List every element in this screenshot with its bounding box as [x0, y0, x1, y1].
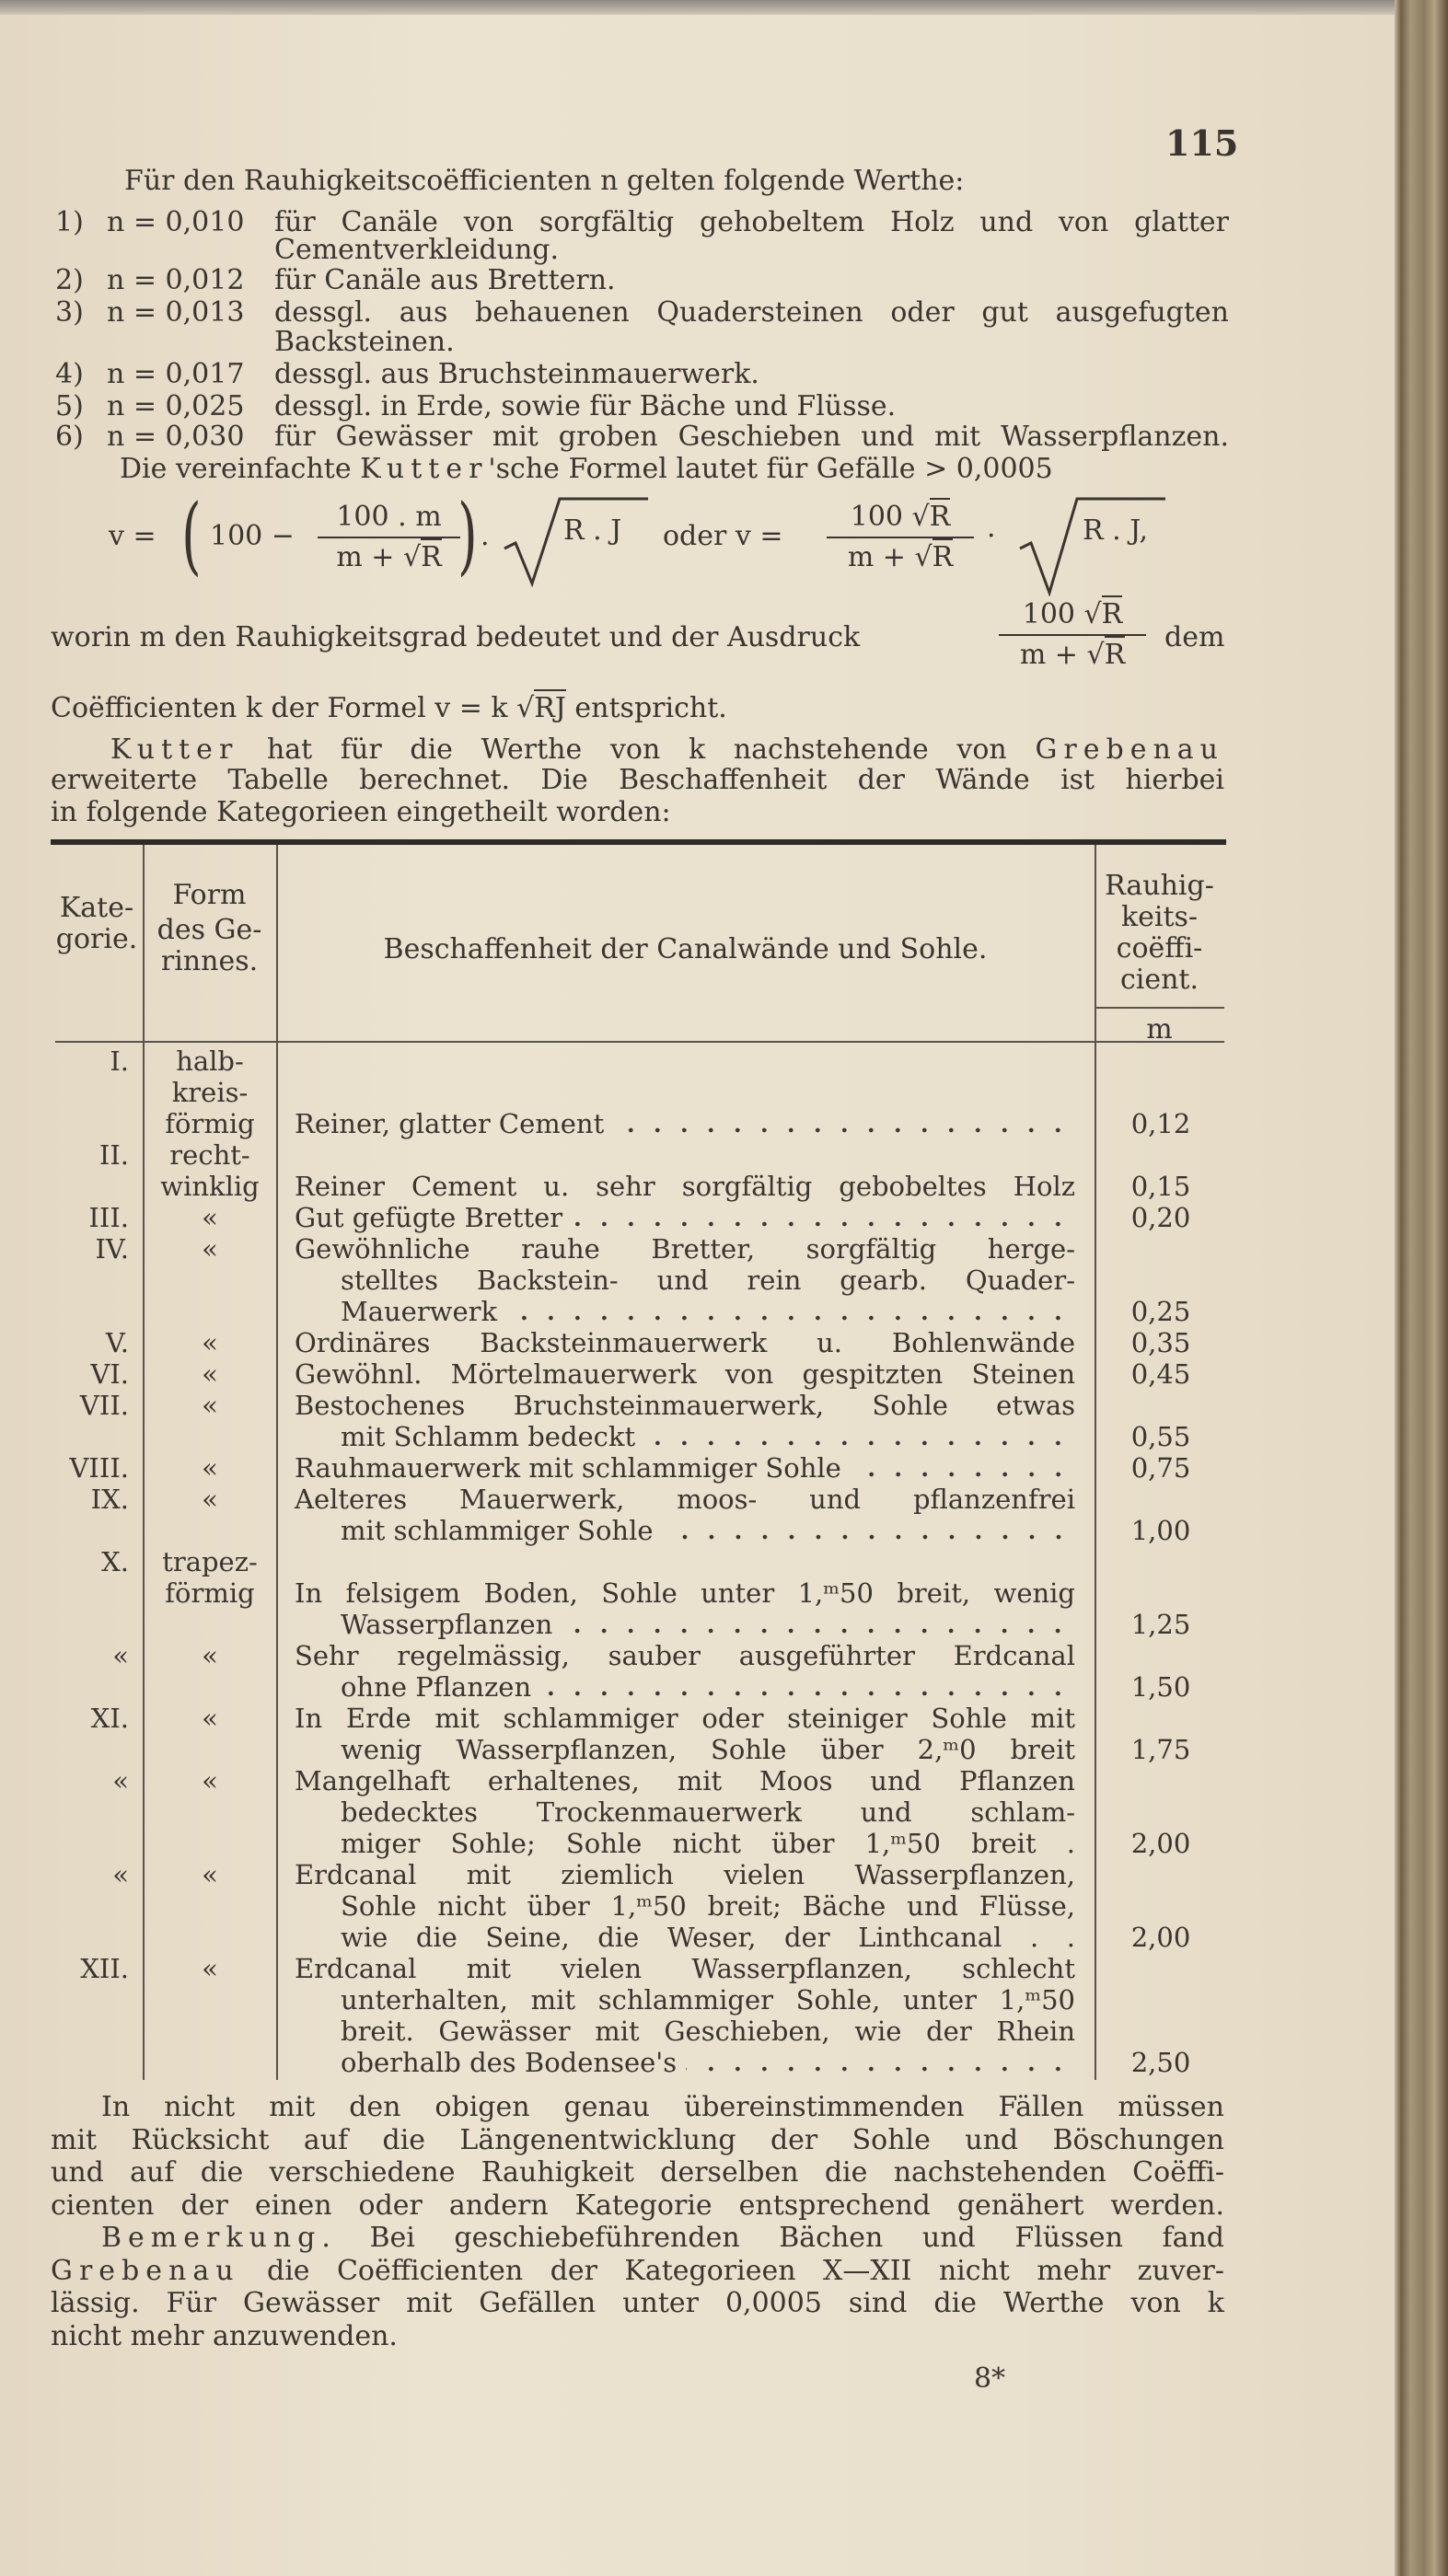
header-text: Form — [172, 879, 247, 911]
description-cell — [341, 1515, 1075, 1546]
formula-oder: oder v = — [663, 520, 783, 552]
unit-rule — [1095, 1007, 1224, 1009]
footer-line — [51, 2125, 1224, 2156]
description-cell — [341, 2016, 1075, 2047]
list-number: 3) — [55, 296, 84, 329]
description-text: miger Sohle; Sohle nicht über 1,ᵐ50 breit . — [341, 1828, 1075, 1859]
description-cell — [341, 1734, 1075, 1765]
category-cell: « — [112, 1765, 129, 1796]
num-text: 100 √ — [1022, 598, 1102, 630]
author-name-kutter: Kutter — [360, 453, 489, 485]
radicand: R — [1102, 595, 1123, 630]
category-cell: « — [112, 1640, 129, 1671]
table-row — [0, 1358, 1448, 1390]
footer-text: cienten der einen oder andern Kategorie entsprechend genähert werden. — [51, 2189, 1224, 2222]
description-cell — [295, 1859, 1075, 1890]
description-text: ohne Pflanzen — [341, 1671, 532, 1703]
fraction-denominator — [318, 542, 460, 573]
description-text: bedecktes Trockenmauerwerk und schlam- — [341, 1796, 1075, 1828]
radicand: R — [1105, 636, 1126, 671]
form-cell: « — [202, 1327, 218, 1358]
coefficient-value: 0,75 — [1130, 1452, 1191, 1484]
coefficient-value: 0,12 — [1130, 1108, 1191, 1139]
list-text: dessgl. aus Bruchsteinmauerwerk. — [274, 358, 759, 390]
footer-line — [51, 2256, 1224, 2287]
list-number: 6) — [55, 421, 84, 453]
list-text: für Canäle von sorgfältig gehobeltem Holz und von glatter — [274, 206, 1229, 238]
author-name: Kutter — [110, 734, 239, 766]
dot-leader — [506, 1296, 1075, 1327]
kutter-paragraph-line — [110, 734, 1224, 766]
dot-leader — [540, 1671, 1075, 1703]
author-name: Grebenau — [1035, 734, 1224, 766]
spaced-word: Bemerkung — [101, 2222, 322, 2254]
coefficient-value: 1,25 — [1130, 1609, 1191, 1640]
table-row — [0, 1421, 1448, 1452]
table-row — [0, 1327, 1448, 1358]
table-row — [0, 1953, 1448, 1984]
fraction-1 — [318, 502, 460, 573]
coefficient-value: 1,00 — [1130, 1515, 1191, 1546]
form-cell: halb- — [176, 1045, 244, 1077]
description-text: wenig Wasserpflanzen, Sohle über 2,ᵐ0 breit — [341, 1734, 1075, 1765]
table-row — [0, 1640, 1448, 1671]
header-text: Rauhig- — [1105, 870, 1214, 902]
header-text: keits- — [1120, 901, 1199, 933]
footer-text: und auf die verschiedene Rauhigkeit derselben die nachstehenden Coëffi- — [51, 2156, 1224, 2189]
description-text: Wasserpflanzen — [341, 1609, 553, 1640]
spaced-word: Grebenau — [51, 2254, 240, 2287]
list-number: 1) — [55, 206, 84, 238]
coefficient-value: 0,35 — [1130, 1327, 1191, 1358]
category-cell: IV. — [95, 1233, 129, 1265]
header-category — [51, 893, 143, 955]
description-cell — [341, 1609, 1075, 1640]
footer-line — [51, 2288, 1224, 2319]
den-text: m + √ — [1019, 639, 1105, 671]
footer-line — [51, 2190, 1224, 2222]
table-row — [0, 1515, 1448, 1546]
description-text: Erdcanal mit ziemlich vielen Wasserpflanzen, — [295, 1859, 1075, 1890]
formula-term: 100 − — [210, 520, 295, 552]
dot-leader — [613, 1108, 1075, 1139]
table-row — [0, 1546, 1448, 1577]
list-equation: n = 0,017 — [107, 358, 245, 390]
footer-line — [101, 2092, 1224, 2123]
table-row — [0, 1390, 1448, 1421]
intro-heading: Für den Rauhigkeitscoëfficienten n gelten folgende Werthe: — [124, 165, 965, 197]
table-row — [0, 1139, 1448, 1171]
fraction-3 — [999, 599, 1146, 671]
formula-dot: . — [481, 520, 490, 552]
form-cell: förmig — [165, 1577, 255, 1609]
header-description: Beschaffenheit der Canalwände und Sohle. — [383, 933, 988, 965]
category-cell: XII. — [80, 1953, 129, 1984]
num-text: 100 √ — [850, 501, 930, 533]
kutter-paragraph-line: in folgende Kategorieen eingetheilt worden: — [51, 796, 671, 828]
header-coefficient — [1095, 871, 1224, 996]
kutter-paragraph-line: erweiterte Tabelle berechnet. Die Beschaffenheit der Wände ist hierbei — [51, 764, 1224, 796]
description-text: Bestochenes Bruchsteinmauerwerk, Sohle etwas — [295, 1390, 1075, 1421]
footer-text: nicht mehr anzuwenden. — [51, 2319, 398, 2352]
fraction-numerator — [827, 502, 974, 533]
footer-line — [51, 2321, 1224, 2352]
scan-top-edge — [0, 0, 1448, 15]
table-row — [0, 1108, 1448, 1139]
description-text: breit. Gewässer mit Geschieben, wie der Rhein — [341, 2016, 1075, 2047]
description-cell — [295, 1390, 1075, 1421]
description-text: Erdcanal mit vielen Wasserpflanzen, schlecht — [295, 1953, 1075, 1984]
description-text: Rauhmauerwerk mit schlammiger Sohle — [295, 1452, 841, 1484]
category-cell: « — [112, 1859, 129, 1890]
coefficient-value: 2,50 — [1130, 2047, 1191, 2078]
form-cell: recht- — [169, 1139, 250, 1171]
table-row — [0, 1765, 1448, 1796]
description-text: wie die Seine, die Weser, der Linthcanal . . — [341, 1922, 1075, 1953]
description-text: Gut gefügte Bretter — [295, 1202, 563, 1233]
footer-text: lässig. Für Gewässer mit Gefällen unter 0,0005 sind die Werthe von k — [51, 2287, 1224, 2319]
radicand: R — [930, 498, 951, 533]
form-cell: kreis- — [171, 1077, 249, 1108]
table-row — [0, 1671, 1448, 1703]
description-cell — [295, 1577, 1075, 1609]
den-text: m + √ — [336, 541, 422, 573]
list-equation: n = 0,030 — [107, 421, 245, 453]
den-text: m + √ — [847, 541, 933, 573]
description-cell — [341, 1984, 1075, 2016]
description-cell — [341, 1890, 1075, 1922]
header-text: cient. — [1119, 964, 1199, 996]
dot-leader — [686, 2047, 1075, 2078]
list-equation: n = 0,025 — [107, 390, 245, 422]
explanation-line-2 — [51, 693, 727, 724]
description-cell — [295, 1452, 1075, 1484]
category-cell: VI. — [90, 1358, 129, 1390]
description-cell — [341, 1671, 1075, 1703]
description-text: Gewöhnl. Mörtelmauerwerk von gespitzten Steinen — [295, 1358, 1075, 1390]
radicand: R — [933, 538, 954, 573]
coefficient-value: 0,25 — [1130, 1296, 1191, 1327]
table-row — [0, 1796, 1448, 1828]
category-cell: X. — [101, 1546, 129, 1577]
table-row — [0, 1045, 1448, 1077]
description-cell — [341, 2047, 1075, 2078]
description-cell — [295, 1703, 1075, 1734]
description-text: mit Schlamm bedeckt — [341, 1421, 636, 1452]
table-row — [0, 1452, 1448, 1484]
description-text: Mangelhaft erhaltenes, mit Moos und Pflanzen — [295, 1765, 1075, 1796]
list-number: 2) — [55, 264, 84, 296]
text: Coëfficienten k der Formel v = k √ — [51, 692, 535, 724]
coefficient-value: 0,20 — [1130, 1202, 1191, 1233]
table-row — [0, 1703, 1448, 1734]
list-text: für Canäle aus Brettern. — [274, 264, 616, 296]
header-unit: m — [1146, 1013, 1173, 1045]
table-row — [0, 1077, 1448, 1108]
header-text: gorie. — [55, 923, 138, 955]
description-text: Mauerwerk — [341, 1296, 498, 1327]
coefficient-value: 0,55 — [1130, 1421, 1191, 1452]
table-header-rule — [55, 1041, 1224, 1043]
form-cell: « — [202, 1358, 218, 1390]
list-equation: n = 0,013 — [107, 296, 245, 329]
list-text: dessgl. aus behauenen Quadersteinen oder gut ausgefugten — [274, 296, 1229, 329]
table-row — [0, 1859, 1448, 1890]
description-cell — [295, 1233, 1075, 1265]
fraction-denominator — [999, 640, 1146, 671]
form-cell: « — [202, 1640, 218, 1671]
form-cell: « — [202, 1703, 218, 1734]
fraction-2 — [827, 502, 974, 573]
footer-text: In nicht mit den obigen genau übereinstimmenden Fällen müssen — [101, 2091, 1224, 2123]
description-cell — [341, 1828, 1075, 1859]
description-cell — [295, 1484, 1075, 1515]
radicand: R — [421, 538, 442, 573]
description-text: Reiner Cement u. sehr sorgfältig gebobeltes Holz — [295, 1171, 1075, 1202]
footer-text: mit Rücksicht auf die Längenentwicklung der Sohle und Böschungen — [51, 2123, 1224, 2156]
coefficient-value: 2,00 — [1130, 1922, 1191, 1953]
footer-text: die Coëfficienten der Kategorieen X—XII nicht mehr zuver- — [239, 2254, 1224, 2287]
header-text: coëffi- — [1116, 932, 1203, 965]
table-row — [0, 2016, 1448, 2047]
dot-leader — [562, 1609, 1075, 1640]
table-row — [0, 1296, 1448, 1327]
category-cell: XI. — [90, 1703, 129, 1734]
form-cell: « — [202, 1202, 218, 1233]
header-text: Kate- — [59, 892, 134, 924]
table-row — [0, 1202, 1448, 1233]
description-text: oberhalb des Bodensee's — [341, 2047, 678, 2078]
coefficient-value: 1,75 — [1130, 1734, 1191, 1765]
fraction-numerator: 100 . m — [336, 501, 442, 533]
form-cell: förmig — [165, 1108, 255, 1139]
root-radicand: R . J, — [1083, 514, 1149, 547]
form-cell: winklig — [160, 1171, 260, 1202]
table-row — [0, 1828, 1448, 1859]
form-cell: « — [202, 1953, 218, 1984]
root-radicand: R . J — [563, 514, 622, 547]
form-cell: « — [202, 1390, 218, 1421]
description-cell — [295, 1327, 1075, 1358]
radicand: RJ — [534, 689, 566, 724]
category-cell: II. — [98, 1139, 129, 1171]
coefficient-value: 0,45 — [1130, 1358, 1191, 1390]
coefficient-value: 1,50 — [1130, 1671, 1191, 1703]
page-number: 115 — [1165, 122, 1239, 164]
list-equation: n = 0,010 — [107, 206, 245, 238]
text: entspricht. — [565, 692, 727, 724]
footer-line — [101, 2223, 1224, 2254]
description-cell — [341, 1922, 1075, 1953]
table-row — [0, 1984, 1448, 2016]
header-text: rinnes. — [160, 945, 259, 977]
description-text: Gewöhnliche rauhe Bretter, sorgfältig herge- — [295, 1233, 1075, 1265]
dot-leader — [851, 1452, 1075, 1484]
description-cell — [295, 1202, 1075, 1233]
table-top-rule — [51, 839, 1226, 845]
fraction-denominator — [827, 542, 974, 573]
description-text: In felsigem Boden, Sohle unter 1,ᵐ50 breit, wenig — [295, 1577, 1075, 1609]
dot-leader — [572, 1202, 1075, 1233]
header-form — [143, 880, 276, 977]
dot-leader — [644, 1421, 1075, 1452]
list-text: für Gewässer mit groben Geschieben und mit Wasserpflanzen. — [274, 421, 1229, 453]
explanation-end: dem — [1164, 621, 1225, 653]
list-text: Cementverkleidung. — [274, 234, 560, 266]
category-cell: IX. — [90, 1484, 129, 1515]
table-row — [0, 1890, 1448, 1922]
description-cell — [341, 1796, 1075, 1828]
form-cell: « — [202, 1233, 218, 1265]
description-text: Sehr regelmässig, sauber ausgeführter Erdcanal — [295, 1640, 1075, 1671]
description-cell — [341, 1296, 1075, 1327]
table-row — [0, 1577, 1448, 1609]
coefficient-value: 2,00 — [1130, 1828, 1191, 1859]
formula-mul: · — [987, 520, 996, 552]
close-paren: ) — [458, 486, 478, 584]
formula-lead-post: 'sche Formel lautet für Gefälle > 0,0005 — [488, 453, 1053, 485]
category-cell: VIII. — [69, 1452, 129, 1484]
explanation-line: worin m den Rauhigkeitsgrad bedeutet und der Ausdruck — [51, 621, 861, 653]
coefficient-value: 0,15 — [1130, 1171, 1191, 1202]
description-cell — [295, 1171, 1075, 1202]
table-row — [0, 1922, 1448, 1953]
description-text: mit schlammiger Sohle — [341, 1515, 654, 1546]
form-cell: « — [202, 1452, 218, 1484]
list-text: dessgl. in Erde, sowie für Bäche und Flüsse. — [274, 390, 897, 422]
description-cell — [295, 1108, 1075, 1139]
form-cell: « — [202, 1859, 218, 1890]
formula-lhs: v = — [109, 520, 156, 552]
header-text: des Ge- — [156, 914, 262, 946]
category-cell: I. — [110, 1045, 129, 1077]
footer-text: . Bei geschiebeführenden Bächen und Flüssen fand — [321, 2222, 1224, 2254]
description-text: Aelteres Mauerwerk, moos- und pflanzenfrei — [295, 1484, 1075, 1515]
footer-line — [51, 2157, 1224, 2189]
description-text: stelltes Backstein- und rein gearb. Quader- — [341, 1265, 1075, 1296]
description-cell — [295, 1765, 1075, 1796]
category-cell: VII. — [79, 1390, 129, 1421]
open-paren: ( — [181, 486, 202, 584]
list-equation: n = 0,012 — [107, 264, 245, 296]
description-text: Reiner, glatter Cement — [295, 1108, 605, 1139]
form-cell: « — [202, 1765, 218, 1796]
signature-mark: 8* — [974, 2362, 1006, 2395]
description-text: Sohle nicht über 1,ᵐ50 breit; Bäche und Flüsse, — [341, 1890, 1075, 1922]
category-cell: III. — [88, 1202, 129, 1233]
description-cell — [341, 1421, 1075, 1452]
list-text: Backsteinen. — [274, 326, 455, 358]
description-cell — [295, 1358, 1075, 1390]
table-row — [0, 1484, 1448, 1515]
description-text: unterhalten, mit schlammiger Sohle, unter 1,ᵐ50 — [341, 1984, 1075, 2016]
text: hat für die Werthe von k nachstehende von — [238, 734, 1036, 766]
formula-lead-pre: Die vereinfachte — [120, 453, 352, 485]
fraction-numerator — [999, 599, 1146, 630]
table-row — [0, 1609, 1448, 1640]
description-cell — [295, 1640, 1075, 1671]
form-cell: « — [202, 1484, 218, 1515]
table-row — [0, 2047, 1448, 2078]
dot-leader — [663, 1515, 1075, 1546]
description-text: In Erde mit schlammiger oder steiniger Sohle mit — [295, 1703, 1075, 1734]
formula-lead — [120, 454, 1053, 485]
category-cell: V. — [105, 1327, 129, 1358]
form-cell: trapez- — [162, 1546, 258, 1577]
description-text: Ordinäres Backsteinmauerwerk u. Bohlenwände — [295, 1327, 1075, 1358]
list-number: 5) — [55, 390, 84, 422]
description-cell — [295, 1953, 1075, 1984]
table-row — [0, 1265, 1448, 1296]
table-row — [0, 1233, 1448, 1265]
table-row — [0, 1734, 1448, 1765]
list-number: 4) — [55, 358, 84, 390]
description-cell — [341, 1265, 1075, 1296]
table-row — [0, 1171, 1448, 1202]
